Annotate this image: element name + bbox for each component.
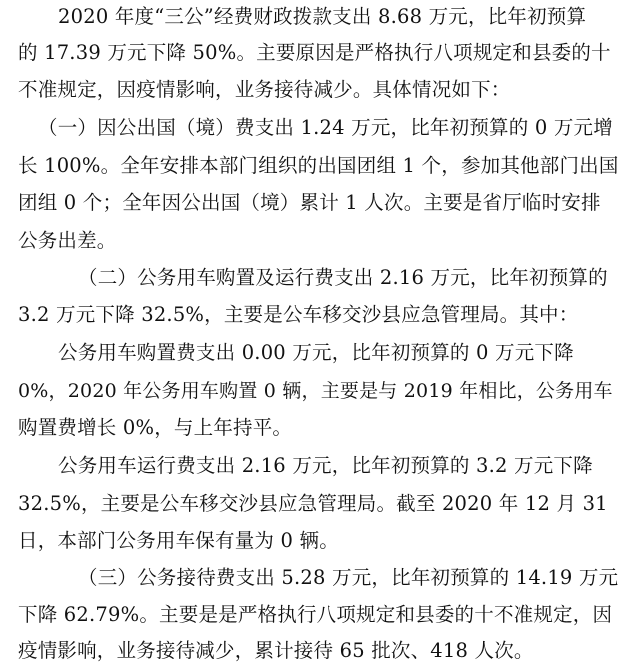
paragraph-line: 日，本部门公务用车保有量为 0 辆。 — [18, 529, 339, 552]
paragraph-line: 团组 0 个；全年因公出国（境）累计 1 人次。主要是省厅临时安排 — [18, 191, 601, 214]
paragraph-line: 2020 年度“三公”经费财政拨款支出 8.68 万元，比年初预算 — [58, 5, 587, 28]
paragraph-line: （一）因公出国（境）费支出 1.24 万元，比年初预算的 0 万元增 — [38, 116, 613, 139]
paragraph-line: 32.5%，主要是公车移交沙县应急管理局。截至 2020 年 12 月 31 — [18, 492, 608, 515]
paragraph-line: 公务用车运行费支出 2.16 万元，比年初预算的 3.2 万元下降 — [58, 454, 593, 477]
paragraph-line: 疫情影响，业务接待减少，累计接待 65 批次、418 人次。 — [18, 639, 534, 662]
paragraph-line: 的 17.39 万元下降 50%。主要原因是严格执行八项规定和县委的十 — [18, 41, 611, 64]
paragraph-line: 不准规定，因疫情影响，业务接待减少。具体情况如下： — [18, 78, 511, 101]
paragraph-line: 3.2 万元下降 32.5%，主要是公车移交沙县应急管理局。其中： — [18, 303, 579, 326]
paragraph-line: （二）公务用车购置及运行费支出 2.16 万元，比年初预算的 — [78, 266, 608, 289]
paragraph-line: 公务用车购置费支出 0.00 万元，比年初预算的 0 万元下降 — [58, 341, 574, 364]
paragraph-line: 0%，2020 年公务用车购置 0 辆，主要是与 2019 年相比，公务用车 — [18, 380, 613, 402]
paragraph-line: 长 100%。全年安排本部门组织的出国团组 1 个，参加其他部门出国 — [18, 154, 619, 177]
paragraph-line: 购置费增长 0%，与上年持平。 — [18, 416, 293, 439]
paragraph-line: 下降 62.79%。主要是是严格执行八项规定和县委的十不准规定，因 — [18, 603, 613, 626]
paragraph-line: 公务出差。 — [18, 229, 117, 252]
paragraph-line: （三）公务接待费支出 5.28 万元，比年初预算的 14.19 万元 — [78, 566, 619, 589]
